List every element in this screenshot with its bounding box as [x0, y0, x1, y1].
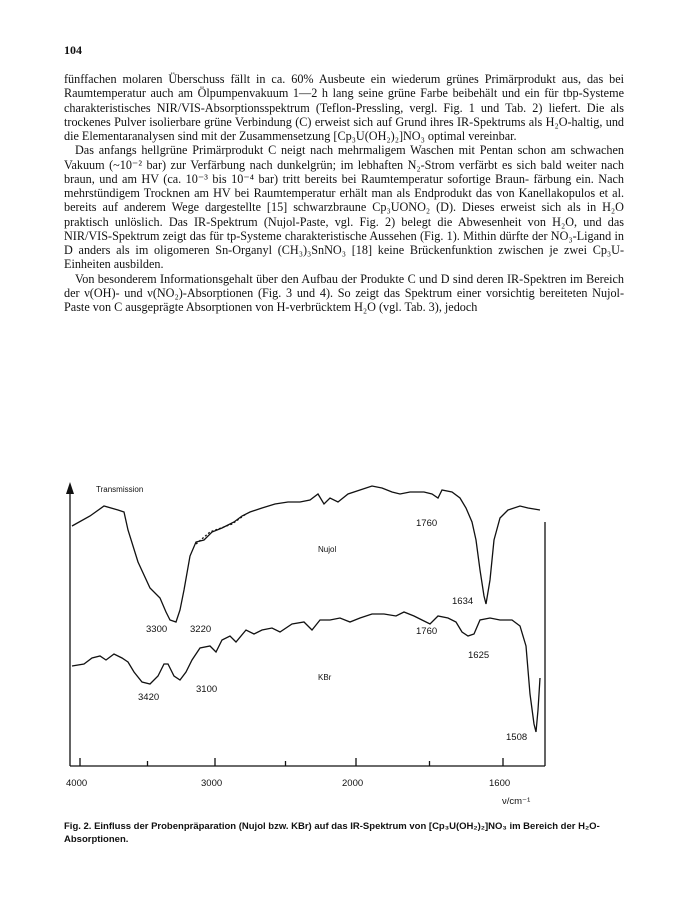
- text-line: auf Grund ihres IR-Spektrums als H₂O-haltig, und die Elementaranalysen sind: [64, 114, 625, 143]
- x-tick-label: 1600: [489, 778, 511, 789]
- text-line: NIR/VIS-Absorptionsspektrum (Teflon-Pressling, vergl. Fig. 1 und Tab. 2): [156, 100, 543, 115]
- text-line: zwischen je zwei Cp₃U-Einheiten ausbilden.: [64, 243, 625, 272]
- x-axis-label: ν/cm⁻¹: [502, 796, 531, 807]
- peak-label: 3220: [190, 624, 212, 635]
- text-line: die Abwesenheit von H₂O, und das NIR/VIS-Spektrum zeigt das für tp-Systeme: [64, 214, 625, 243]
- text-line: D sind deren IR-Spektren im Bereich der ν(OH)- und ν(NO₂)-Absorptionen: [64, 271, 624, 300]
- text-line: charakteristische Aussehen (Fig. 1). Mithin dürfte der NO₃-Ligand in D anders: [64, 228, 624, 257]
- text-line: färbung ein. Nach mehrstündigem Trocknen am HV bei Raumtemperatur: [64, 171, 625, 200]
- peak-label: 1760: [416, 518, 438, 529]
- y-axis-label: Transmission: [96, 485, 144, 494]
- text-line: mit Pentan schon am schwachen Vakuum (~10⁻² bar) zur Verfärbung nach: [64, 143, 624, 172]
- text-line: in H₂O praktisch unlöslich. Das IR-Spektrum (Nujol-Paste, vgl. Fig. 2) belegt: [64, 200, 624, 229]
- text-line: erhält man als Endprodukt das von Kanellakopulos et al. bereits auf anderem: [64, 186, 625, 215]
- text-line: Von besonderem Informationsgehalt über den Aufbau der Produkte C und: [75, 271, 438, 286]
- peak-label: 3100: [196, 684, 218, 695]
- peak-label: 3300: [146, 624, 168, 635]
- ir-spectrum-chart: [0, 470, 680, 820]
- peak-label: 1508: [506, 732, 528, 743]
- peak-label: 1634: [452, 596, 474, 607]
- text-line: (Fig. 3 und 4). So zeigt das Spektrum einer vorsichtig bereiteten Nujol-Paste: [64, 285, 624, 314]
- figure-caption: Fig. 2. Einfluss der Probenpräparation (Nujol bzw. KBr) auf das IR-Spektrum von [Cp₃U(OH₂)₂]NO₃ im Bereich der H₂O-Absorptionen.: [64, 821, 600, 845]
- ir-spectrum-figure: [0, 470, 680, 820]
- series-label-kbr: KBr: [318, 673, 332, 682]
- page-number: 104: [64, 43, 82, 57]
- body-text: [64, 72, 624, 314]
- series-label-nujol: Nujol: [318, 545, 337, 554]
- x-tick-label: 2000: [342, 778, 364, 789]
- text-line: als im oligomeren Sn-Organyl (CH₃)₃SnNO₃ [18] keine Brückenfunktion: [116, 243, 493, 257]
- text-line: fünffachen molaren Überschuss fällt in ca. 60% Ausbeute ein wiederum grünes: [64, 72, 479, 86]
- x-tick-label: 4000: [66, 778, 88, 789]
- text-line: liefert. Die als trockenes Pulver isolierbare grüne Verbindung (C) erweist sich: [64, 100, 625, 129]
- x-tick-label: 3000: [201, 778, 223, 789]
- text-line: mit der Zusammensetzung [Cp₃U(OH₂)₂]NO₃ optimal vereinbar.: [201, 129, 517, 143]
- text-line: von C ausgeprägte Absorptionen von H-verbrücktem H₂O (vgl. Tab. 3), jedoch: [92, 300, 478, 314]
- text-line: lang seine grüne Farbe beibehält und ein für tbp-Systeme charakteristisches: [64, 86, 624, 115]
- series-line-kbr: [72, 612, 540, 732]
- peak-label: 1625: [468, 650, 490, 661]
- text-line: am HV (ca. 10⁻³ bis 10⁻⁴ bar) tritt bereits bei Raumtemperatur sofortige Braun-: [122, 171, 530, 186]
- paragraph-3: [64, 272, 624, 315]
- text-line: Das anfangs hellgrüne Primärprodukt C neigt nach mehrmaligem Waschen: [75, 143, 454, 158]
- peak-label: 1760: [416, 626, 438, 637]
- peak-label: 3420: [138, 692, 160, 703]
- y-axis-arrow: [66, 482, 74, 494]
- text-line: Wege dargestellte [15] schwarzbraune Cp₃UONO₂ (D). Dieses erweist sich als: [171, 200, 581, 215]
- paragraph-1: [64, 72, 624, 143]
- text-line: Primärprodukt aus, das bei Raumtemperatur auch am Ölpumpenvakuum 1—2 h: [64, 72, 625, 101]
- text-line: dunkelgrün; im lebhaften N₂-Strom verfärbt es sich bald weiter nach braun, und: [64, 157, 625, 186]
- paragraph-2: [64, 143, 624, 271]
